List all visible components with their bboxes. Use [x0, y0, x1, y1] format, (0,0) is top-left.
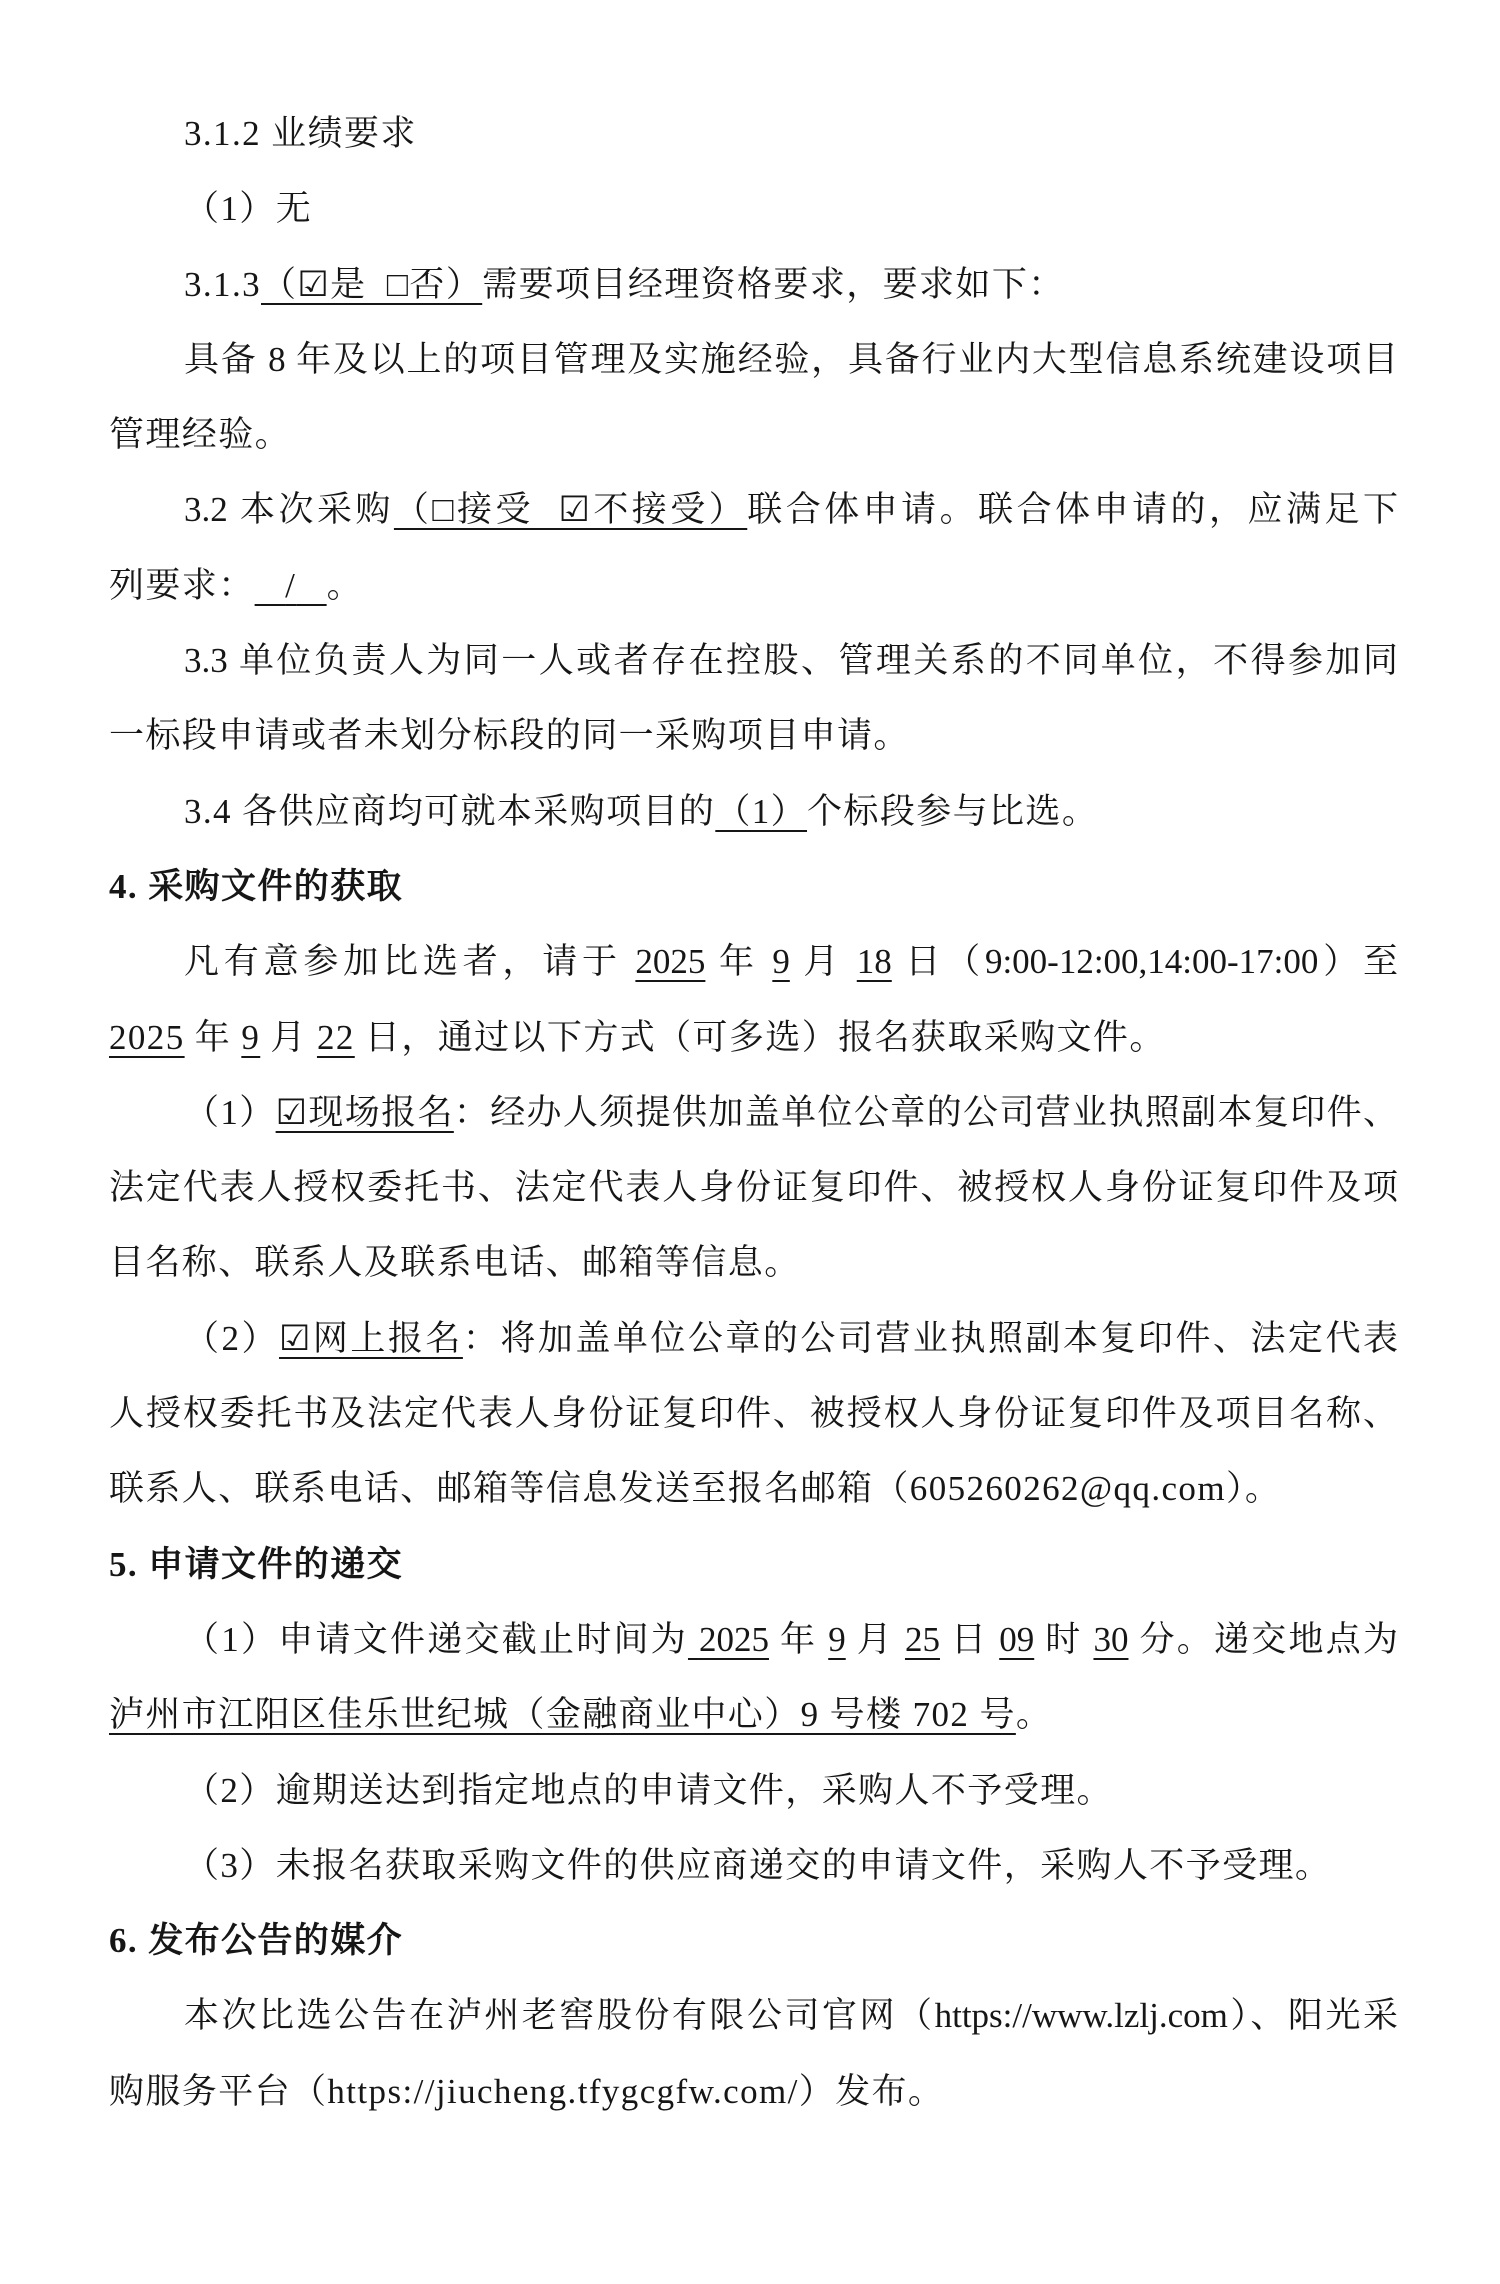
day-unit: 日 — [950, 1619, 989, 1659]
clause-3-2-number: 3.2 — [184, 490, 228, 530]
onsite-registration-line-3: 目名称、联系人及联系电话、邮箱等信息。 — [109, 1243, 801, 1283]
clause-3-1-3-number: 3.1.3 — [184, 264, 261, 304]
submission-address: 泸州市江阳区佳乐世纪城（金融商业中心）9 号楼 702 号 — [109, 1695, 1016, 1735]
end-year: 2025 — [109, 1017, 185, 1057]
deadline-text: （1）申请文件递交截止时间为 — [184, 1619, 688, 1659]
clause-3-2-continuation: 列要求： — [109, 565, 255, 605]
deadline-year: 2025 — [698, 1619, 769, 1659]
clause-3-4-text-before: 各供应商均可就本采购项目的 — [242, 791, 716, 831]
clause-3-2-line-2 — [109, 548, 1398, 623]
online-registration-label: ☑网上报名 — [279, 1318, 463, 1358]
month-unit: 月 — [270, 1017, 307, 1057]
clause-3-3-line-1: 3.3 单位负责人为同一人或者存在控股、管理关系的不同单位，不得参加同 — [184, 641, 1398, 681]
onsite-registration-label: ☑现场报名 — [275, 1092, 454, 1132]
online-registration-line-1 — [109, 1301, 1398, 1376]
onsite-registration-line-2: 法定代表人授权委托书、法定代表人身份证复印件、被授权人身份证复印件及项 — [109, 1168, 1398, 1208]
publication-media-line-1: 本次比选公告在泸州老窖股份有限公司官网（https://www.lzlj.com）、阳光采 — [184, 1996, 1398, 2036]
online-registration-line-3: 联系人、联系电话、邮箱等信息发送至报名邮箱（605260262@qq.com）。 — [109, 1469, 1282, 1509]
pm-qualification-choice: （☑是 □否） — [261, 264, 483, 304]
unregistered-submission-item: （3）未报名获取采购文件的供应商递交的申请文件，采购人不予受理。 — [184, 1845, 1332, 1885]
start-month: 9 — [772, 942, 790, 982]
period-intro: 凡有意参加比选者，请于 — [184, 942, 622, 982]
submission-address-end: 。 — [1015, 1695, 1053, 1735]
clause-3-3-line-2: 一标段申请或者未划分标段的同一采购项目申请。 — [109, 716, 910, 756]
deadline-minute: 30 — [1093, 1619, 1129, 1659]
registration-period-line-2 — [109, 1000, 1398, 1075]
deadline-hour: 09 — [999, 1619, 1035, 1659]
submission-deadline-line — [109, 1602, 1398, 1677]
publication-media-line-2: 购服务平台（https://jiucheng.tfygcgfw.com/）发布。 — [109, 2071, 945, 2111]
end-month: 9 — [241, 1017, 261, 1057]
submission-address-line — [109, 1677, 1398, 1752]
clause-3-4-number: 3.4 — [184, 791, 232, 831]
section-6-heading: 6. 发布公告的媒介 — [109, 1921, 404, 1961]
month-unit: 月 — [803, 942, 844, 982]
day-unit: 日 — [364, 1017, 402, 1057]
hour-unit: 时 — [1045, 1619, 1083, 1659]
clause-3-2-text-after: 联合体申请。联合体申请的，应满足下 — [747, 490, 1398, 530]
consortium-choice: （□接受 ☑不接受） — [393, 490, 748, 530]
pm-requirement-line-1: 具备 8 年及以上的项目管理及实施经验，具备行业内大型信息系统建设项目 — [184, 339, 1398, 379]
onsite-text: ：经办人须提供加盖单位公章的公司营业执照副本复印件、 — [453, 1092, 1398, 1132]
office-hours: （9:00-12:00,14:00-17:00） — [945, 942, 1364, 982]
section-5-heading: 5. 申请文件的递交 — [109, 1544, 404, 1584]
onsite-marker: （1） — [184, 1092, 276, 1132]
deadline-month: 9 — [828, 1619, 846, 1659]
registration-period-line-1 — [109, 924, 1398, 999]
consortium-requirement-blank: / — [285, 565, 297, 605]
clause-3-4-text-after: 个标段参与比选。 — [807, 791, 1099, 831]
pm-requirement-line-2: 管理经验。 — [109, 415, 292, 455]
document-body — [109, 96, 1398, 2129]
clause-3-1-3-line — [109, 247, 1398, 322]
clause-3-2-end: 。 — [326, 565, 364, 605]
minute-unit: 分 — [1139, 1619, 1177, 1659]
online-text: ：将加盖单位公章的公司营业执照副本复印件、法定代表 — [462, 1318, 1398, 1358]
lot-count: （1） — [715, 791, 808, 831]
onsite-registration-line-1 — [109, 1075, 1398, 1150]
start-day: 18 — [856, 942, 892, 982]
period-outro: ，通过以下方式（可多选）报名获取采购文件。 — [401, 1017, 1166, 1057]
clause-3-1-2-heading: 3.1.2 业绩要求 — [184, 114, 417, 153]
clause-3-1-3-text: 需要项目经理资格要求，要求如下： — [482, 264, 1065, 304]
section-4-heading: 4. 采购文件的获取 — [109, 866, 404, 906]
end-day: 22 — [316, 1017, 355, 1057]
online-registration-line-2: 人授权委托书及法定代表人身份证复印件、被授权人身份证复印件及项目名称、 — [109, 1394, 1398, 1434]
year-unit: 年 — [718, 942, 759, 982]
day-unit: 日 — [905, 942, 946, 982]
clause-3-2-line-1 — [109, 472, 1398, 547]
clause-3-4-line — [109, 774, 1398, 849]
clause-3-2-text-before: 本次采购 — [239, 490, 394, 530]
online-marker: （2） — [184, 1318, 280, 1358]
late-submission-item: （2）逾期送达到指定地点的申请文件，采购人不予受理。 — [184, 1770, 1113, 1810]
clause-3-1-2-content: （1）无 — [184, 189, 313, 229]
deadline-day: 25 — [904, 1619, 940, 1659]
month-unit: 月 — [856, 1619, 894, 1659]
deadline-after: 。递交地点为 — [1176, 1619, 1398, 1659]
year-unit: 年 — [779, 1619, 818, 1659]
period-to: 至 — [1363, 942, 1399, 982]
year-unit: 年 — [194, 1017, 232, 1057]
start-year: 2025 — [635, 942, 706, 982]
